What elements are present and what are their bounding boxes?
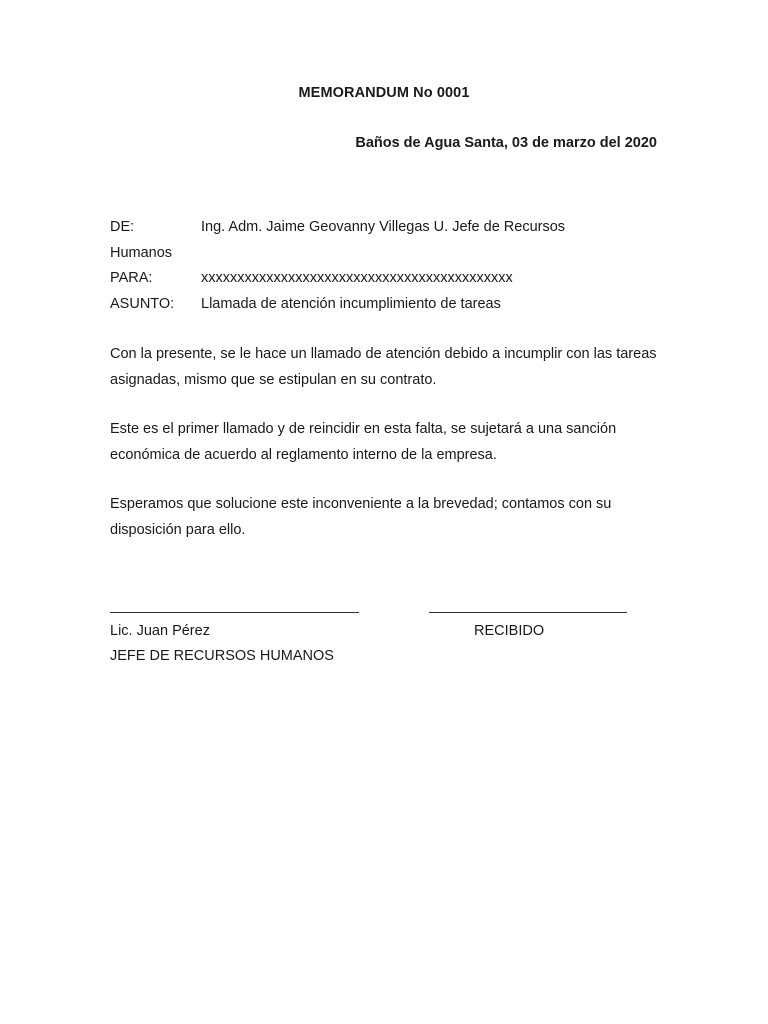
- to-label: PARA:: [110, 270, 153, 286]
- place-date: Baños de Agua Santa, 03 de marzo del 2020: [355, 135, 657, 151]
- subject-label: ASUNTO:: [110, 296, 175, 312]
- sender-name: Lic. Juan Pérez: [110, 623, 210, 639]
- memo-title: MEMORANDUM No 0001: [298, 85, 470, 101]
- body-paragraph-2: Este es el primer llamado y de reincidir en esta falta, se sujetará a una sanción económica de acuerdo al reglamento interno de la empresa.: [110, 421, 617, 463]
- received-label: RECIBIDO: [474, 623, 545, 639]
- body-paragraph-3: Esperamos que solucione este inconveniente a la brevedad; contamos con su disposición para ello.: [110, 496, 612, 538]
- from-value-continuation: Humanos: [110, 245, 173, 261]
- body-paragraph-1: Con la presente, se le hace un llamado de atención debido a incumplir con las tareas asignadas, mismo que se estipulan en su contrato.: [110, 346, 657, 388]
- from-label: DE:: [110, 219, 135, 235]
- sender-role: JEFE DE RECURSOS HUMANOS: [110, 648, 334, 664]
- sender-signature-line: [110, 598, 359, 613]
- to-value: xxxxxxxxxxxxxxxxxxxxxxxxxxxxxxxxxxxxxxxxxxx: [201, 270, 513, 286]
- from-value: Ing. Adm. Jaime Geovanny Villegas U. Jefe de Recursos: [201, 219, 566, 235]
- subject-value: Llamada de atención incumplimiento de tareas: [201, 296, 501, 312]
- receiver-signature-line: [429, 598, 627, 613]
